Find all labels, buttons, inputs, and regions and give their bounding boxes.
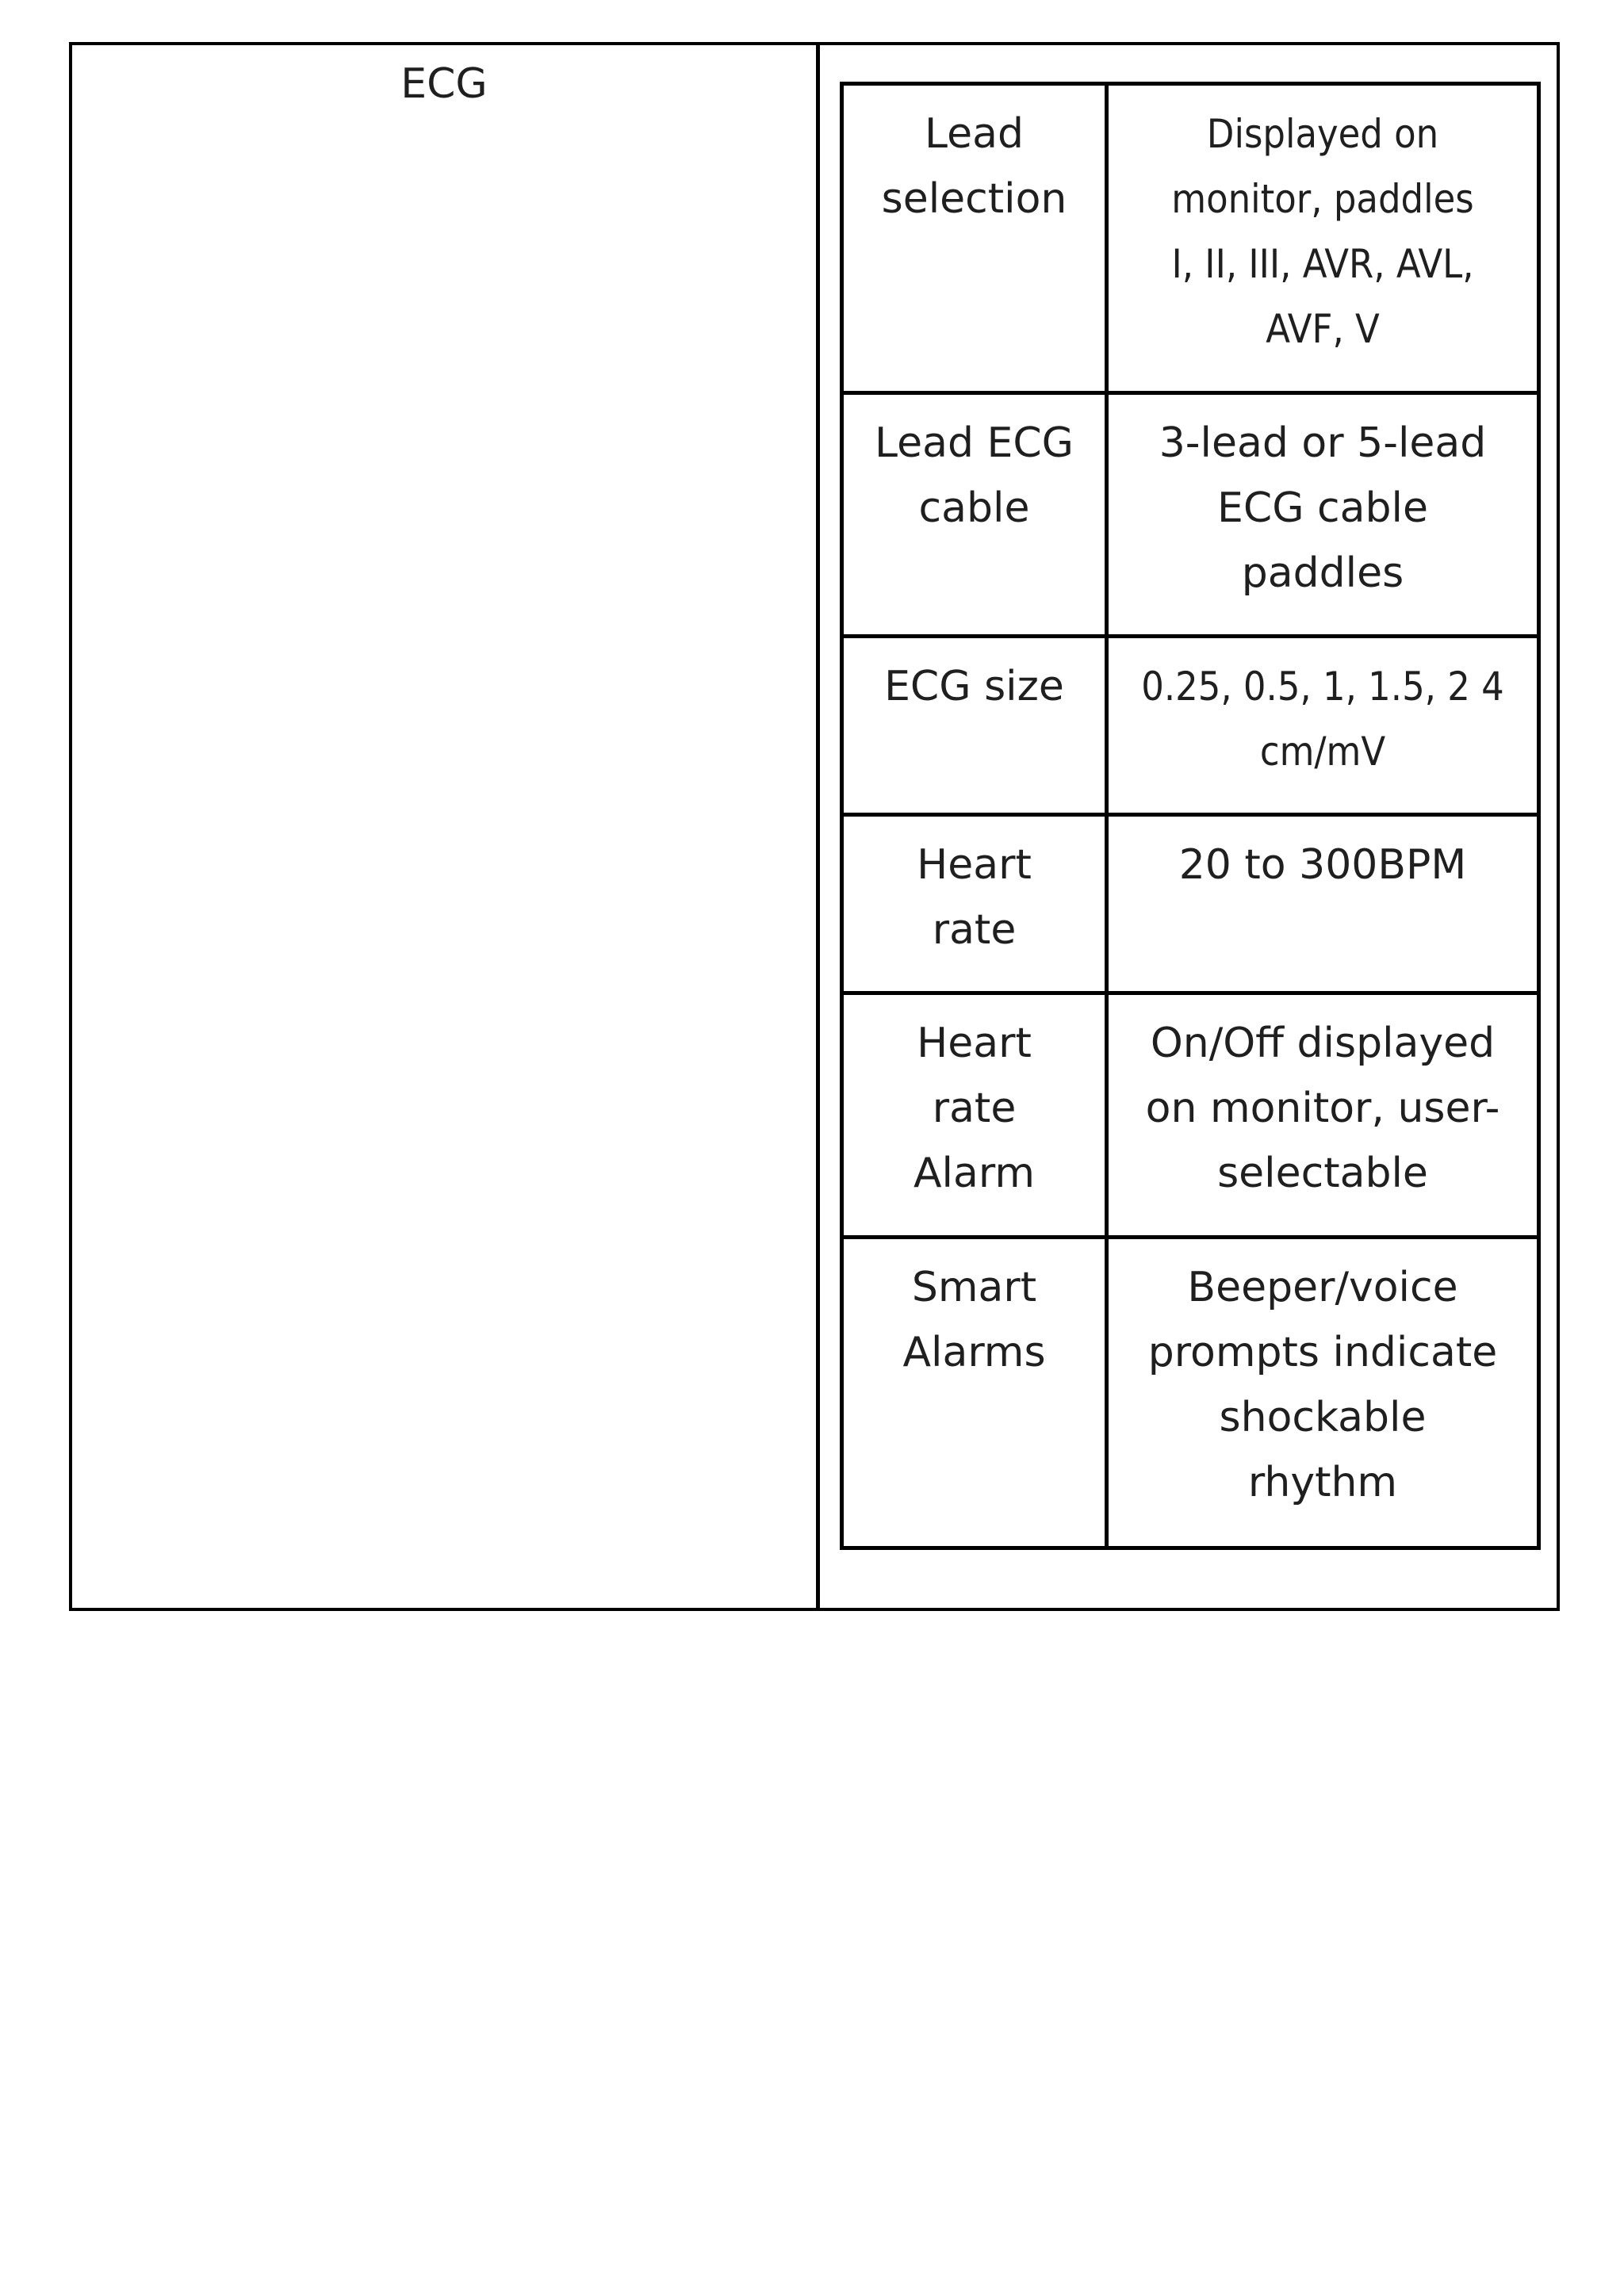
spec-value-line: selectable	[1217, 1150, 1428, 1197]
spec-value-line: 3-lead or 5-lead	[1159, 419, 1487, 467]
spec-label-cell	[842, 1238, 1107, 1548]
spec-value-line: Beeper/voice	[1187, 1264, 1458, 1311]
spec-value-cell	[1107, 993, 1539, 1238]
spec-label-line: rate	[932, 906, 1017, 954]
spec-row-lead-ecg-cable	[842, 393, 1539, 637]
spec-label-cell	[842, 637, 1107, 815]
spec-label-line: Heart	[917, 1020, 1032, 1067]
spec-value-line: cm/mV	[1259, 729, 1386, 775]
section-label-ecg: ECG	[400, 60, 488, 108]
spec-label-line: Alarm	[913, 1150, 1035, 1197]
spec-label-cell	[842, 815, 1107, 993]
spec-value-line: On/Off displayed	[1150, 1020, 1496, 1067]
spec-label-cell	[842, 84, 1107, 393]
spec-value-line: ECG cable	[1217, 484, 1428, 532]
spec-value-line: AVF, V	[1266, 306, 1380, 352]
spec-value-line: I, II, III, AVR, AVL,	[1171, 241, 1474, 287]
spec-value-line: 0.25, 0.5, 1, 1.5, 2 4	[1141, 664, 1504, 710]
spec-label-line: cable	[918, 484, 1030, 532]
spec-label-line: Alarms	[902, 1329, 1046, 1376]
spec-label-cell	[842, 393, 1107, 637]
spec-value-cell	[1107, 84, 1539, 393]
spec-label-line: selection	[881, 175, 1067, 223]
spec-value-line: rhythm	[1247, 1459, 1398, 1506]
spec-value-line: monitor, paddles	[1171, 176, 1474, 222]
spec-label-line: Smart	[911, 1264, 1037, 1311]
spec-value-cell	[1107, 637, 1539, 815]
spec-label-line: Lead ECG	[875, 419, 1074, 467]
spec-label-cell	[842, 993, 1107, 1238]
spec-value-line: prompts indicate	[1147, 1329, 1498, 1376]
spec-value-line: on monitor, user-	[1145, 1085, 1500, 1132]
spec-row-smart-alarms	[842, 1238, 1539, 1548]
spec-value-line: shockable	[1219, 1394, 1427, 1441]
spec-value-line: Displayed on	[1206, 111, 1439, 157]
spec-row-lead-selection	[842, 84, 1539, 393]
column-divider	[816, 45, 820, 1608]
spec-label-line: Lead	[925, 110, 1024, 158]
spec-value-cell	[1107, 815, 1539, 993]
spec-value-line: 20 to 300BPM	[1178, 841, 1467, 889]
ecg-specs-inner-table	[840, 82, 1541, 1550]
spec-row-ecg-size	[842, 637, 1539, 815]
spec-label-line: Heart	[917, 841, 1032, 889]
spec-value-line: paddles	[1241, 549, 1404, 597]
spec-row-heart-rate	[842, 815, 1539, 993]
ecg-spec-table	[69, 42, 1560, 1611]
spec-value-cell	[1107, 1238, 1539, 1548]
spec-row-heart-rate-alarm	[842, 993, 1539, 1238]
spec-label-line: rate	[932, 1085, 1017, 1132]
spec-value-cell	[1107, 393, 1539, 637]
spec-label-line: ECG size	[884, 663, 1064, 710]
